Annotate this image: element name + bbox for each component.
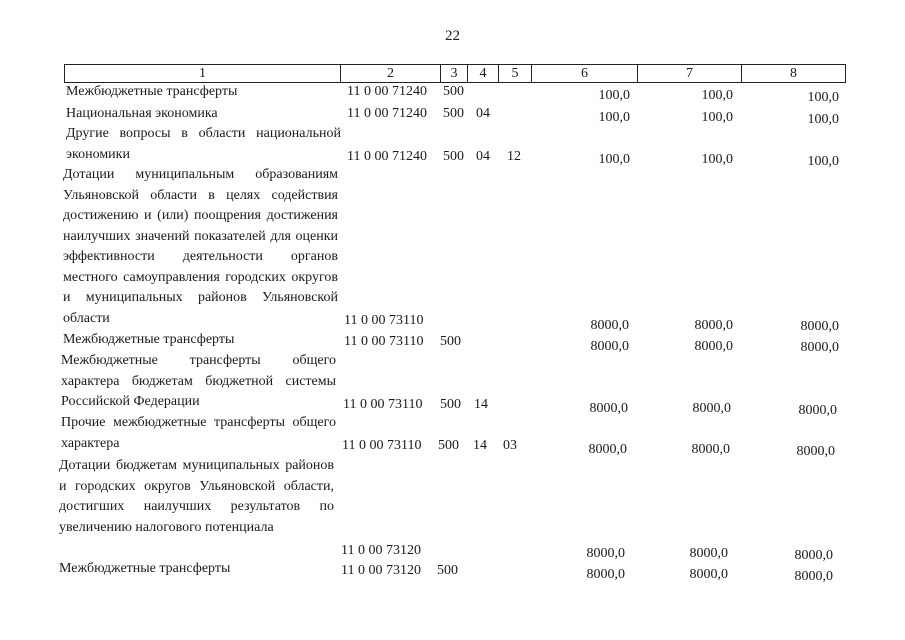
row-vr: 500	[443, 149, 464, 164]
header-col-5: 5	[499, 65, 532, 82]
row-name: Межбюджетные трансферты	[59, 561, 231, 576]
row-vr: 500	[443, 84, 464, 99]
row-value-6: 8000,0	[590, 339, 629, 354]
row-value-6: 8000,0	[590, 318, 629, 333]
header-col-1: 1	[65, 65, 341, 82]
row-name: Другие вопросы в области национальной экономики	[66, 126, 341, 162]
row-name: Дотации муниципальным образованиям Ульяновской области в целях содействия достижению и (или) поощрения достижения наилучших значений показателей для оценки эффективности деятельности органов местного самоуправления городских округов и муниципальных районов Ульяновской области	[63, 167, 338, 326]
row-csr: 11 0 00 73110	[343, 397, 423, 412]
row-name: Межбюджетные трансферты общего характера бюджетам бюджетной системы Российской Федерации	[61, 353, 336, 409]
table-header	[64, 64, 846, 83]
header-col-2: 2	[341, 65, 441, 82]
row-value-7: 8000,0	[689, 567, 728, 582]
row-value-6: 8000,0	[588, 442, 627, 457]
row-csr: 11 0 00 73110	[344, 313, 424, 328]
row-vr: 500	[443, 106, 464, 121]
page-number: 22	[445, 28, 460, 44]
row-value-7: 8000,0	[694, 339, 733, 354]
row-name: Дотации бюджетам муниципальных районов и городских округов Ульяновской области, достигших наилучших результатов по увеличению налогового потенциала	[59, 458, 334, 535]
row-vr: 500	[440, 397, 461, 412]
header-col-8: 8	[790, 66, 797, 81]
row-csr: 11 0 00 71240	[347, 149, 427, 164]
row-value-8: 100,0	[807, 112, 839, 127]
row-pr: 03	[503, 438, 517, 453]
row-value-6: 8000,0	[586, 567, 625, 582]
row-value-7: 100,0	[701, 152, 733, 167]
row-value-8: 8000,0	[794, 548, 833, 563]
row-value-6: 100,0	[598, 152, 630, 167]
row-value-8: 8000,0	[800, 319, 839, 334]
row-name: Межбюджетные трансферты	[66, 84, 238, 99]
row-name: Межбюджетные трансферты	[63, 332, 235, 347]
row-value-7: 8000,0	[694, 318, 733, 333]
row-value-7: 8000,0	[691, 442, 730, 457]
row-vr: 500	[440, 334, 461, 349]
row-value-7: 8000,0	[692, 401, 731, 416]
row-value-7: 100,0	[701, 110, 733, 125]
header-col-7: 7	[638, 65, 742, 82]
row-rz: 04	[476, 106, 490, 121]
row-value-8: 8000,0	[800, 340, 839, 355]
header-col-4: 4	[468, 65, 499, 82]
row-value-8: 8000,0	[798, 403, 837, 418]
row-rz: 14	[473, 438, 487, 453]
row-csr: 11 0 00 73110	[342, 438, 422, 453]
row-value-6: 100,0	[598, 110, 630, 125]
row-value-7: 100,0	[701, 88, 733, 103]
row-csr: 11 0 00 71240	[347, 84, 427, 99]
row-rz: 14	[474, 397, 488, 412]
row-csr: 11 0 00 71240	[347, 106, 427, 121]
row-pr: 12	[507, 149, 521, 164]
header-col-3: 3	[441, 65, 468, 82]
row-value-6: 8000,0	[589, 401, 628, 416]
row-rz: 04	[476, 149, 490, 164]
row-csr: 11 0 00 73110	[344, 334, 424, 349]
row-value-8: 100,0	[807, 90, 839, 105]
row-value-6: 8000,0	[586, 546, 625, 561]
row-csr: 11 0 00 73120	[341, 563, 421, 578]
row-csr: 11 0 00 73120	[341, 543, 421, 558]
row-value-8: 100,0	[807, 154, 839, 169]
row-value-8: 8000,0	[796, 444, 835, 459]
header-col-6: 6	[532, 65, 638, 82]
row-name: Прочие межбюджетные трансферты общего характера	[61, 415, 336, 451]
row-value-6: 100,0	[598, 88, 630, 103]
row-name: Национальная экономика	[66, 106, 218, 121]
row-value-8: 8000,0	[794, 569, 833, 584]
row-vr: 500	[437, 563, 458, 578]
row-vr: 500	[438, 438, 459, 453]
row-value-7: 8000,0	[689, 546, 728, 561]
